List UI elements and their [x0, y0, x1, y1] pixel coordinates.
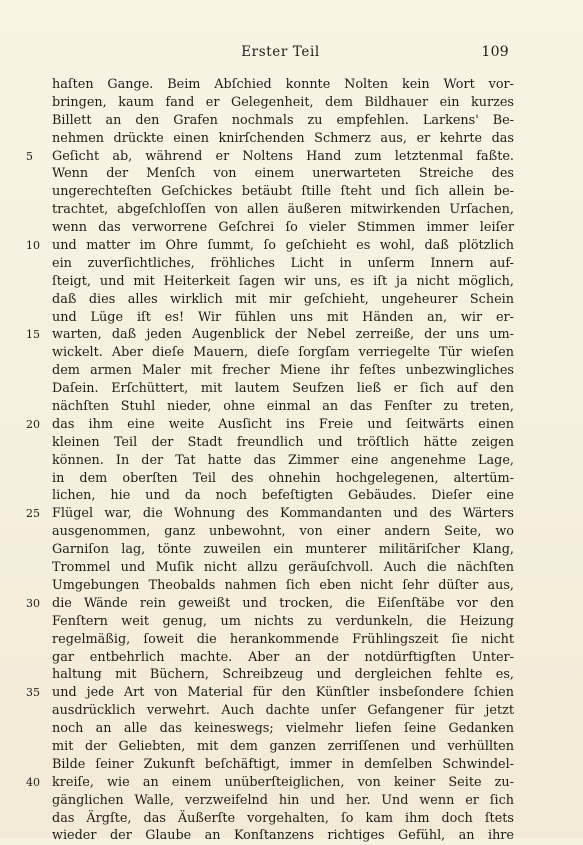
line-text: Umgebungen Theobalds nahmen ſich eben nicht ſehr düſter aus, [52, 577, 514, 593]
text-line [52, 792, 514, 810]
line-number: 15 [26, 328, 40, 342]
text-line [52, 362, 514, 380]
text-line [26, 416, 514, 434]
text-line [26, 684, 514, 702]
line-text: mit der Geliebten, mit dem ganzen zerriſſenen und verhüllten [52, 738, 514, 754]
line-number: 5 [26, 149, 33, 163]
line-text: bringen, kaum fand er Gelegenheit, dem Bildhauer ein kurzes [52, 94, 514, 110]
line-text: Trommel und Muſik nicht allzu geräuſchvoll. Auch die nächſten [52, 560, 514, 576]
line-text: regelmäßig, ſoweit die herankommende Frühlingszeit ſie nicht [52, 631, 514, 647]
text-line [26, 774, 514, 792]
text-line [52, 470, 514, 488]
line-number: 40 [26, 775, 40, 789]
line-text: Bilde ſeiner Zukunft beſchäftigt, immer in demſelben Schwindel- [52, 756, 514, 772]
text-line [52, 94, 514, 112]
line-text: Geſicht ab, während er Noltens Hand zum letztenmal faßte. [52, 148, 514, 164]
text-line [52, 344, 514, 362]
line-text: gar entbehrlich machte. Aber an der notdürftigſten Unter- [52, 649, 514, 665]
text-line [52, 827, 514, 845]
line-text: und Lüge iſt es! Wir fühlen uns mit Händen an, wir er- [52, 309, 514, 325]
line-text: Daſein. Erſchüttert, mit lautem Seufzen ließ er ſich auf den [52, 381, 514, 397]
line-text: noch an alle das keineswegs; vielmehr liefen ſeine Gedanken [52, 721, 514, 737]
line-text: wenn das verworrene Geſchrei ſo vieler Stimmen immer leiſer [52, 220, 514, 236]
line-text: ungerechteſten Geſchickes betäubt ſtille ſteht und ſich allein be- [52, 184, 514, 200]
page-header [52, 44, 509, 64]
line-text: kleinen Teil der Stadt freundlich und tröſtlich hätte zeigen [52, 434, 514, 450]
line-text: ſteigt, und mit Heiterkeit ſagen wir uns, es iſt ja nicht möglich, [52, 273, 514, 289]
text-line [52, 76, 514, 94]
text-line [52, 434, 514, 452]
line-number: 30 [26, 596, 40, 610]
text-line [52, 398, 514, 416]
line-text: das Ärgſte, das Äußerſte vorgehalten, ſo kam ihm doch ſtets [52, 810, 514, 826]
line-text: kreiſe, wie an einem unüberſteiglichen, von keiner Seite zu- [52, 774, 514, 790]
line-text: nehmen drückte einen knirſchenden Schmerz aus, er kehrte das [52, 130, 514, 146]
line-text: lichen, hie und da noch befeſtigten Gebäudes. Dieſer eine [52, 488, 514, 504]
line-text: dem armen Maler mit frecher Miene ihr feſtes unbezwingliches [52, 363, 514, 379]
text-line [52, 649, 514, 667]
text-line [52, 559, 514, 577]
text-line [52, 255, 514, 273]
line-text: warten, daß jeden Augenblick der Nebel zerreiße, der uns um- [52, 327, 514, 343]
text-line [52, 219, 514, 237]
line-number: 20 [26, 417, 40, 431]
text-line [52, 702, 514, 720]
text-line [52, 541, 514, 559]
line-text: Flügel war, die Wohnung des Kommandanten und des Wärters [52, 506, 514, 522]
text-line [52, 487, 514, 505]
text-line [52, 666, 514, 684]
text-line [52, 452, 514, 470]
text-line [26, 237, 514, 255]
text-line [52, 112, 514, 130]
line-number: 35 [26, 686, 40, 700]
line-text: können. In der Tat hatte das Zimmer eine angenehme Lage, [52, 452, 514, 468]
text-line [52, 309, 514, 327]
text-line [26, 148, 514, 166]
text-line [52, 613, 514, 631]
line-text: ein zuverſichtliches, fröhliches Licht in unſerm Innern auf- [52, 255, 514, 271]
text-line [52, 130, 514, 148]
line-number: 10 [26, 239, 40, 253]
line-text: ausgenommen, ganz unbewohnt, von einer andern Seite, wo [52, 524, 514, 540]
line-text: wickelt. Aber dieſe Mauern, dieſe ſorgſam verriegelte Tür wieſen [52, 345, 514, 361]
text-line [26, 595, 514, 613]
running-title: Erster Teil [241, 44, 320, 60]
line-text: und matter im Ohre ſummt, ſo geſchieht es wohl, daß plötzlich [52, 238, 514, 254]
line-text: das ihm eine weite Ausſicht ins Freie und ſeitwärts einen [52, 416, 514, 432]
line-text: daß dies alles wirklich mit mir geſchieht, ungeheurer Schein [52, 291, 514, 307]
text-line [52, 183, 514, 201]
line-text: in dem oberſten Teil des ohnehin hochgelegenen, altertüm- [52, 470, 514, 486]
line-text: Fenſtern weit genug, um nichts zu verdunkeln, die Heizung [52, 613, 514, 629]
line-text: haltung mit Büchern, Schreibzeug und dergleichen fehlte es, [52, 667, 514, 683]
text-line [52, 201, 514, 219]
text-line [52, 165, 514, 183]
line-text: und jede Art von Material für den Künſtler insbeſondere ſchien [52, 685, 514, 701]
text-line [52, 273, 514, 291]
line-text: nächſten Stuhl nieder, ohne einmal an das Fenſter zu treten, [52, 399, 514, 415]
line-text: trachtet, abgeſchloſſen von allen äußeren mitwirkenden Urſachen, [52, 202, 514, 218]
line-text: gänglichen Walle, verzweifelnd hin und her. Und wenn er ſich [52, 792, 514, 808]
text-line [52, 523, 514, 541]
page-number: 109 [481, 44, 509, 60]
line-text: die Wände rein geweißt und trocken, die Eiſenſtäbe vor den [52, 595, 514, 611]
text-line [52, 720, 514, 738]
line-number: 25 [26, 507, 40, 521]
line-text: wieder der Glaube an Konſtanzens richtiges Gefühl, an ihre [52, 828, 514, 844]
line-text: Garniſon lag, tönte zuweilen ein munterer militäriſcher Klang, [52, 542, 514, 558]
line-text: Wenn der Menſch von einem unerwarteten Streiche des [52, 166, 514, 182]
text-line [26, 505, 514, 523]
text-line [52, 756, 514, 774]
line-text: ausdrücklich verwehrt. Auch dachte unſer Gefangener für jetzt [52, 703, 514, 719]
text-line [52, 631, 514, 649]
text-line [52, 380, 514, 398]
line-text: haſten Gange. Beim Abſchied konnte Nolten kein Wort vor- [52, 77, 514, 92]
text-line [52, 738, 514, 756]
text-line [26, 326, 514, 344]
text-line [52, 577, 514, 595]
body-text [26, 76, 514, 845]
line-text: Billett an den Grafen nochmals zu empfehlen. Larkens' Be- [52, 112, 514, 128]
text-line [52, 291, 514, 309]
text-line [52, 810, 514, 828]
